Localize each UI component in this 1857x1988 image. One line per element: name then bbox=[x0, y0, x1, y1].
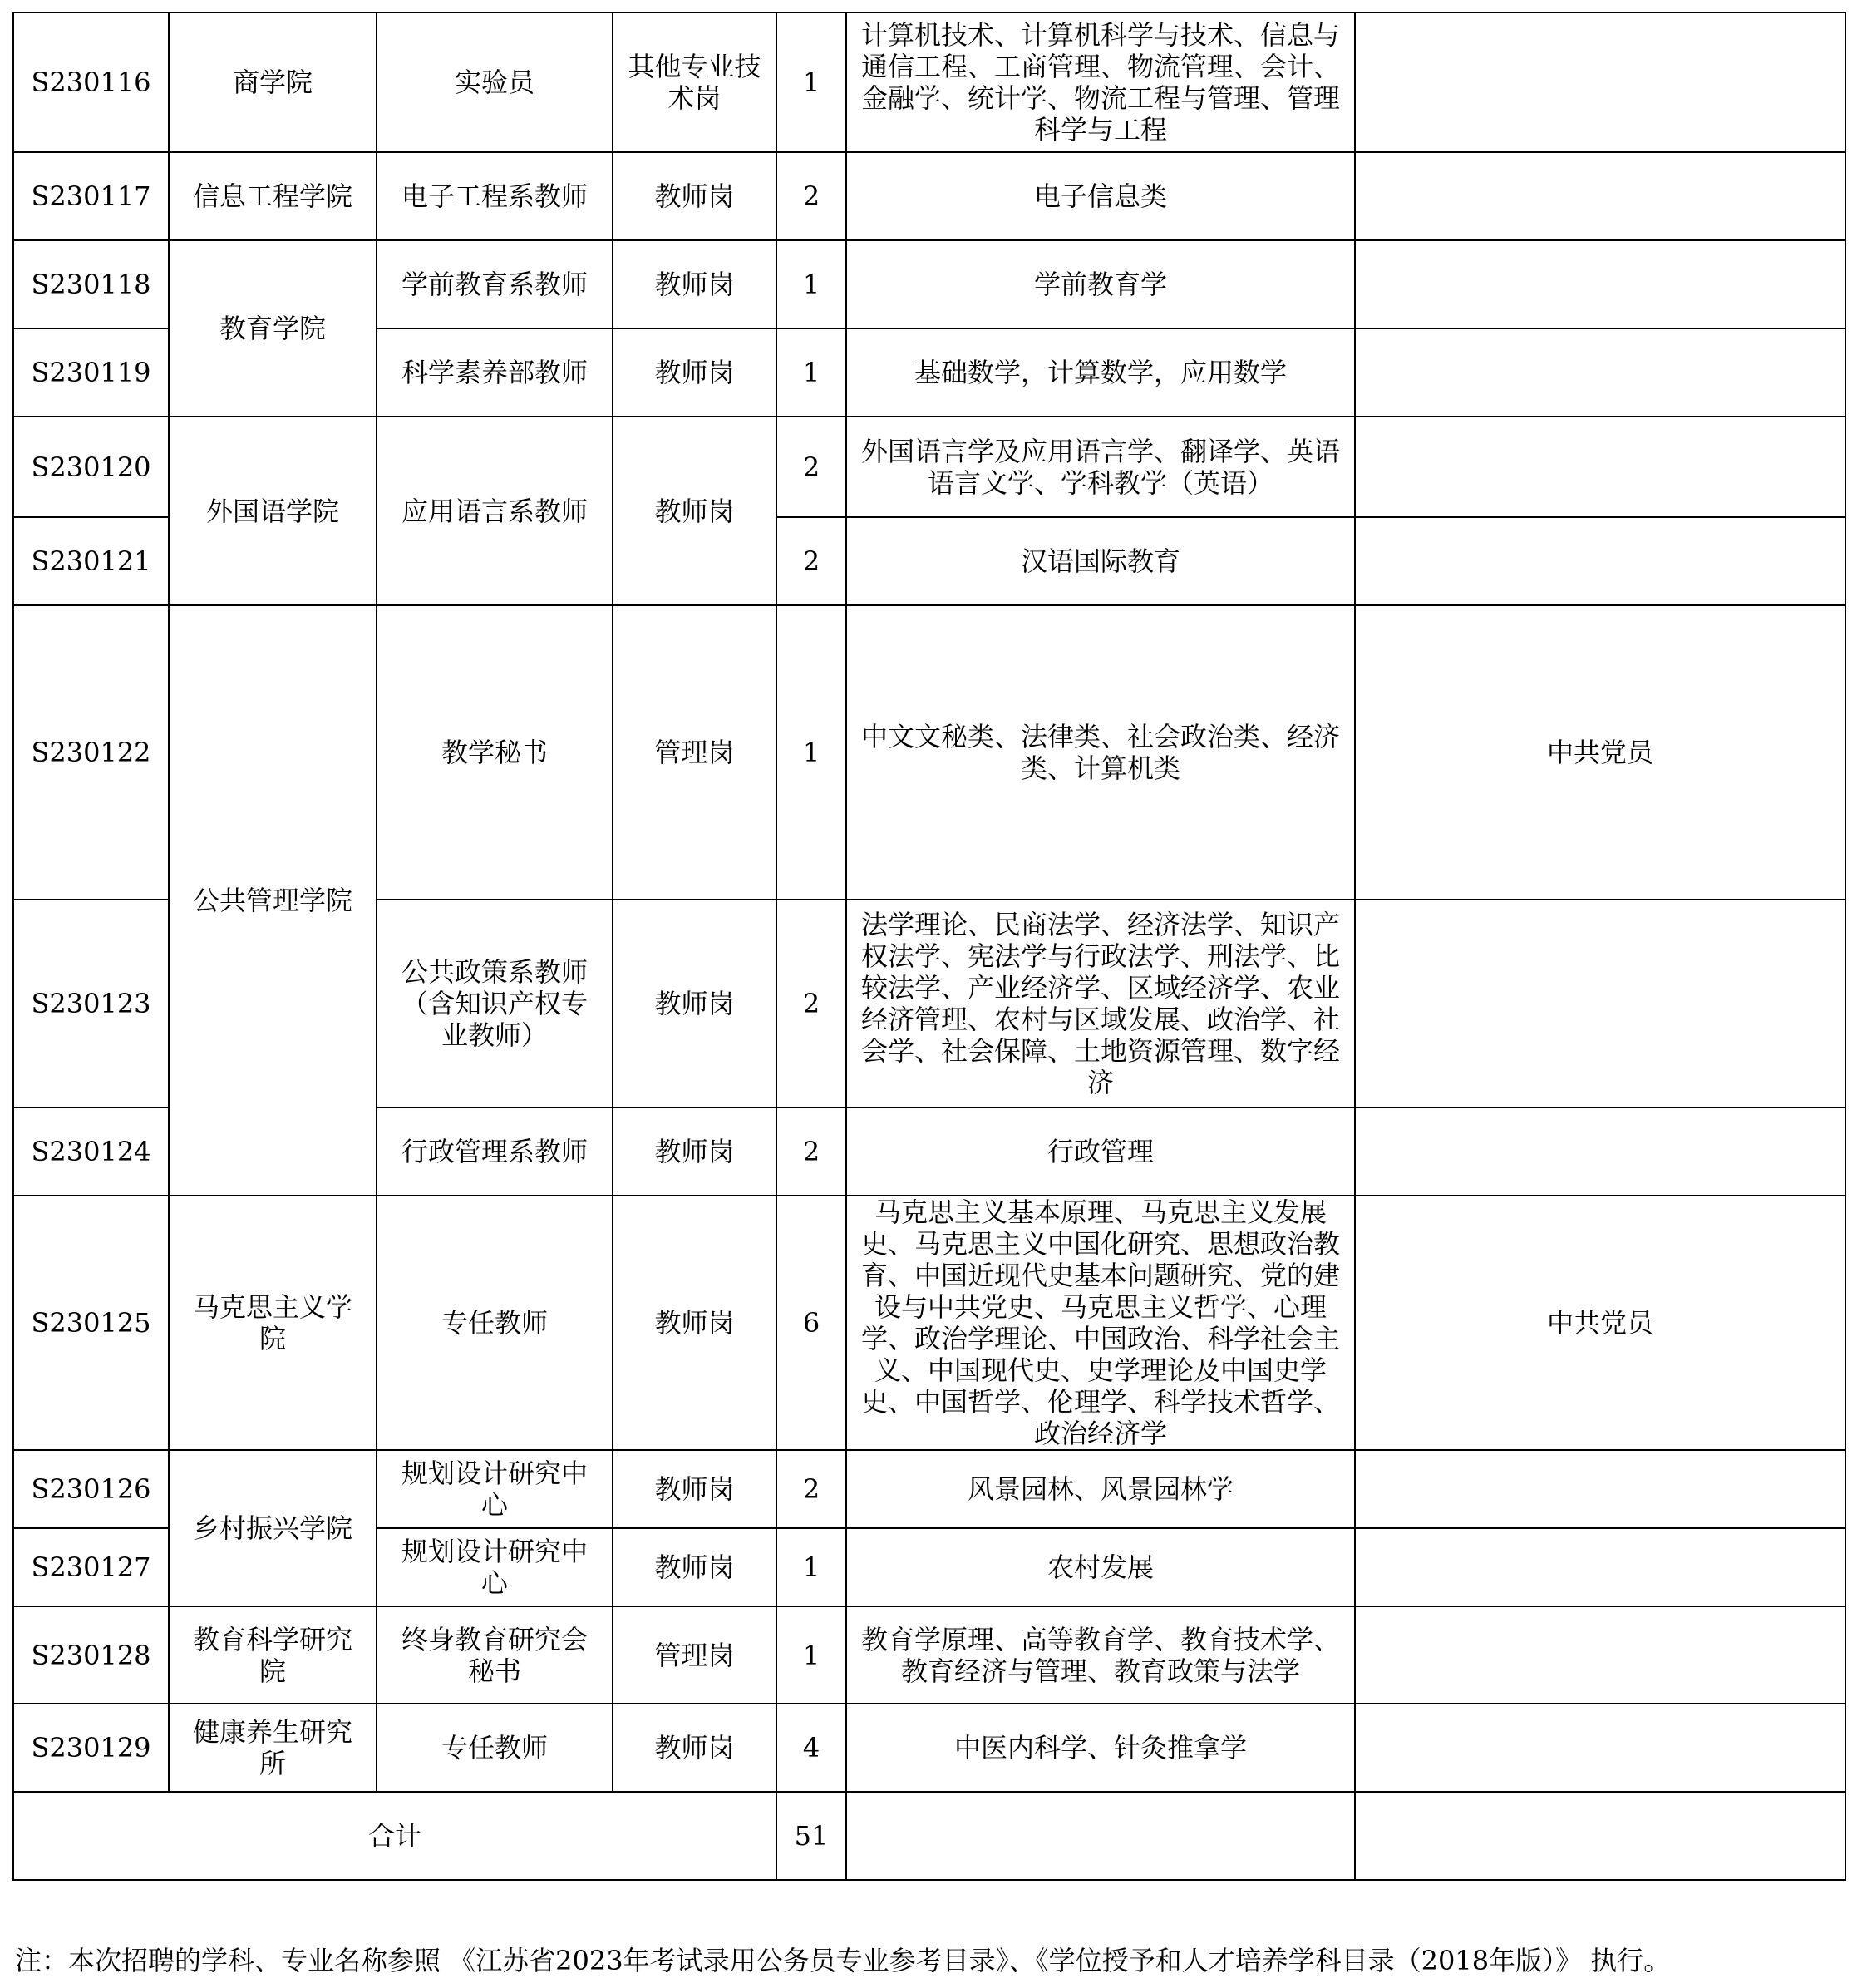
department: 马克思主义学院 bbox=[169, 1196, 377, 1450]
major-requirement: 计算机技术、计算机科学与技术、信息与通信工程、工商管理、物流管理、会计、金融学、统计学、物流工程与管理、管理科学与工程 bbox=[846, 12, 1355, 152]
major-requirement: 教育学原理、高等教育学、教育技术学、教育经济与管理、教育政策与法学 bbox=[846, 1606, 1355, 1704]
hire-count: 2 bbox=[776, 1450, 846, 1528]
post-type: 教师岗 bbox=[613, 900, 776, 1107]
other-requirement bbox=[1355, 1606, 1845, 1704]
position-code: S230122 bbox=[13, 605, 169, 900]
position-code: S230123 bbox=[13, 900, 169, 1107]
post-type: 教师岗 bbox=[613, 1450, 776, 1528]
post-type: 教师岗 bbox=[613, 1704, 776, 1792]
recruitment-table bbox=[12, 12, 1846, 1881]
table-row bbox=[13, 12, 1845, 152]
hire-count: 2 bbox=[776, 152, 846, 240]
department: 公共管理学院 bbox=[169, 605, 377, 1196]
total-count: 51 bbox=[776, 1792, 846, 1880]
hire-count: 2 bbox=[776, 417, 846, 517]
post-name: 科学素养部教师 bbox=[377, 328, 613, 417]
position-code: S230124 bbox=[13, 1107, 169, 1196]
post-type: 教师岗 bbox=[613, 152, 776, 240]
post-name: 应用语言系教师 bbox=[377, 417, 613, 605]
other-requirement bbox=[1355, 900, 1845, 1107]
post-type: 管理岗 bbox=[613, 1606, 776, 1704]
hire-count: 2 bbox=[776, 1107, 846, 1196]
post-type: 教师岗 bbox=[613, 1107, 776, 1196]
post-name: 专任教师 bbox=[377, 1704, 613, 1792]
position-code: S230129 bbox=[13, 1704, 169, 1792]
table-row bbox=[13, 1704, 1845, 1792]
table-row bbox=[13, 1450, 1845, 1528]
position-code: S230126 bbox=[13, 1450, 169, 1528]
post-type: 教师岗 bbox=[613, 328, 776, 417]
post-type: 教师岗 bbox=[613, 1528, 776, 1606]
position-code: S230118 bbox=[13, 240, 169, 328]
total-row bbox=[13, 1792, 1845, 1880]
other-requirement bbox=[1355, 517, 1845, 605]
total-major bbox=[846, 1792, 1355, 1880]
table-row bbox=[13, 1606, 1845, 1704]
table-row bbox=[13, 240, 1845, 328]
department: 健康养生研究所 bbox=[169, 1704, 377, 1792]
other-requirement bbox=[1355, 152, 1845, 240]
position-code: S230121 bbox=[13, 517, 169, 605]
major-requirement: 行政管理 bbox=[846, 1107, 1355, 1196]
department: 外国语学院 bbox=[169, 417, 377, 605]
other-requirement bbox=[1355, 240, 1845, 328]
position-code: S230120 bbox=[13, 417, 169, 517]
post-name: 学前教育系教师 bbox=[377, 240, 613, 328]
post-type: 教师岗 bbox=[613, 1196, 776, 1450]
post-name: 实验员 bbox=[377, 12, 613, 152]
post-type: 其他专业技术岗 bbox=[613, 12, 776, 152]
department: 教育学院 bbox=[169, 240, 377, 417]
major-requirement: 马克思主义基本原理、马克思主义发展史、马克思主义中国化研究、思想政治教育、中国近现代史基本问题研究、党的建设与中共党史、马克思主义哲学、心理学、政治学理论、中国政治、科学社会主义、中国现代史、史学理论及中国史学史、中国哲学、伦理学、科学技术哲学、政治经济学 bbox=[846, 1196, 1355, 1450]
hire-count: 1 bbox=[776, 328, 846, 417]
post-name: 规划设计研究中心 bbox=[377, 1450, 613, 1528]
hire-count: 2 bbox=[776, 900, 846, 1107]
hire-count: 6 bbox=[776, 1196, 846, 1450]
post-name: 公共政策系教师（含知识产权专业教师） bbox=[377, 900, 613, 1107]
post-name: 规划设计研究中心 bbox=[377, 1528, 613, 1606]
post-name: 专任教师 bbox=[377, 1196, 613, 1450]
position-code: S230119 bbox=[13, 328, 169, 417]
department: 乡村振兴学院 bbox=[169, 1450, 377, 1606]
major-requirement: 法学理论、民商法学、经济法学、知识产权法学、宪法学与行政法学、刑法学、比较法学、产业经济学、区域经济学、农业经济管理、农村与区域发展、政治学、社会学、社会保障、土地资源管理、数字经济 bbox=[846, 900, 1355, 1107]
other-requirement bbox=[1355, 1704, 1845, 1792]
post-type: 教师岗 bbox=[613, 417, 776, 605]
post-name: 行政管理系教师 bbox=[377, 1107, 613, 1196]
table-row bbox=[13, 417, 1845, 517]
post-type: 教师岗 bbox=[613, 240, 776, 328]
other-requirement: 中共党员 bbox=[1355, 605, 1845, 900]
hire-count: 4 bbox=[776, 1704, 846, 1792]
post-name: 电子工程系教师 bbox=[377, 152, 613, 240]
position-code: S230125 bbox=[13, 1196, 169, 1450]
other-requirement bbox=[1355, 1528, 1845, 1606]
other-requirement bbox=[1355, 1450, 1845, 1528]
major-requirement: 中医内科学、针灸推拿学 bbox=[846, 1704, 1355, 1792]
table-row bbox=[13, 152, 1845, 240]
department: 教育科学研究院 bbox=[169, 1606, 377, 1704]
major-requirement: 中文文秘类、法律类、社会政治类、经济类、计算机类 bbox=[846, 605, 1355, 900]
footnote: 注：本次招聘的学科、专业名称参照 《江苏省2023年考试录用公务员专业参考目录》、《学位授予和人才培养学科目录（2018年版）》 执行。 bbox=[15, 1945, 1671, 1976]
hire-count: 1 bbox=[776, 605, 846, 900]
hire-count: 1 bbox=[776, 240, 846, 328]
hire-count: 1 bbox=[776, 1528, 846, 1606]
position-code: S230127 bbox=[13, 1528, 169, 1606]
post-name: 终身教育研究会秘书 bbox=[377, 1606, 613, 1704]
major-requirement: 电子信息类 bbox=[846, 152, 1355, 240]
major-requirement: 农村发展 bbox=[846, 1528, 1355, 1606]
total-label: 合计 bbox=[13, 1792, 776, 1880]
major-requirement: 外国语言学及应用语言学、翻译学、英语语言文学、学科教学（英语） bbox=[846, 417, 1355, 517]
post-name: 教学秘书 bbox=[377, 605, 613, 900]
other-requirement: 中共党员 bbox=[1355, 1196, 1845, 1450]
hire-count: 2 bbox=[776, 517, 846, 605]
post-type: 管理岗 bbox=[613, 605, 776, 900]
position-code: S230116 bbox=[13, 12, 169, 152]
major-requirement: 汉语国际教育 bbox=[846, 517, 1355, 605]
position-code: S230128 bbox=[13, 1606, 169, 1704]
major-requirement: 基础数学，计算数学，应用数学 bbox=[846, 328, 1355, 417]
table-row bbox=[13, 605, 1845, 900]
other-requirement bbox=[1355, 417, 1845, 517]
table-row bbox=[13, 1196, 1845, 1450]
major-requirement: 学前教育学 bbox=[846, 240, 1355, 328]
department: 商学院 bbox=[169, 12, 377, 152]
department: 信息工程学院 bbox=[169, 152, 377, 240]
hire-count: 1 bbox=[776, 1606, 846, 1704]
other-requirement bbox=[1355, 328, 1845, 417]
position-code: S230117 bbox=[13, 152, 169, 240]
total-other bbox=[1355, 1792, 1845, 1880]
other-requirement bbox=[1355, 12, 1845, 152]
other-requirement bbox=[1355, 1107, 1845, 1196]
hire-count: 1 bbox=[776, 12, 846, 152]
major-requirement: 风景园林、风景园林学 bbox=[846, 1450, 1355, 1528]
